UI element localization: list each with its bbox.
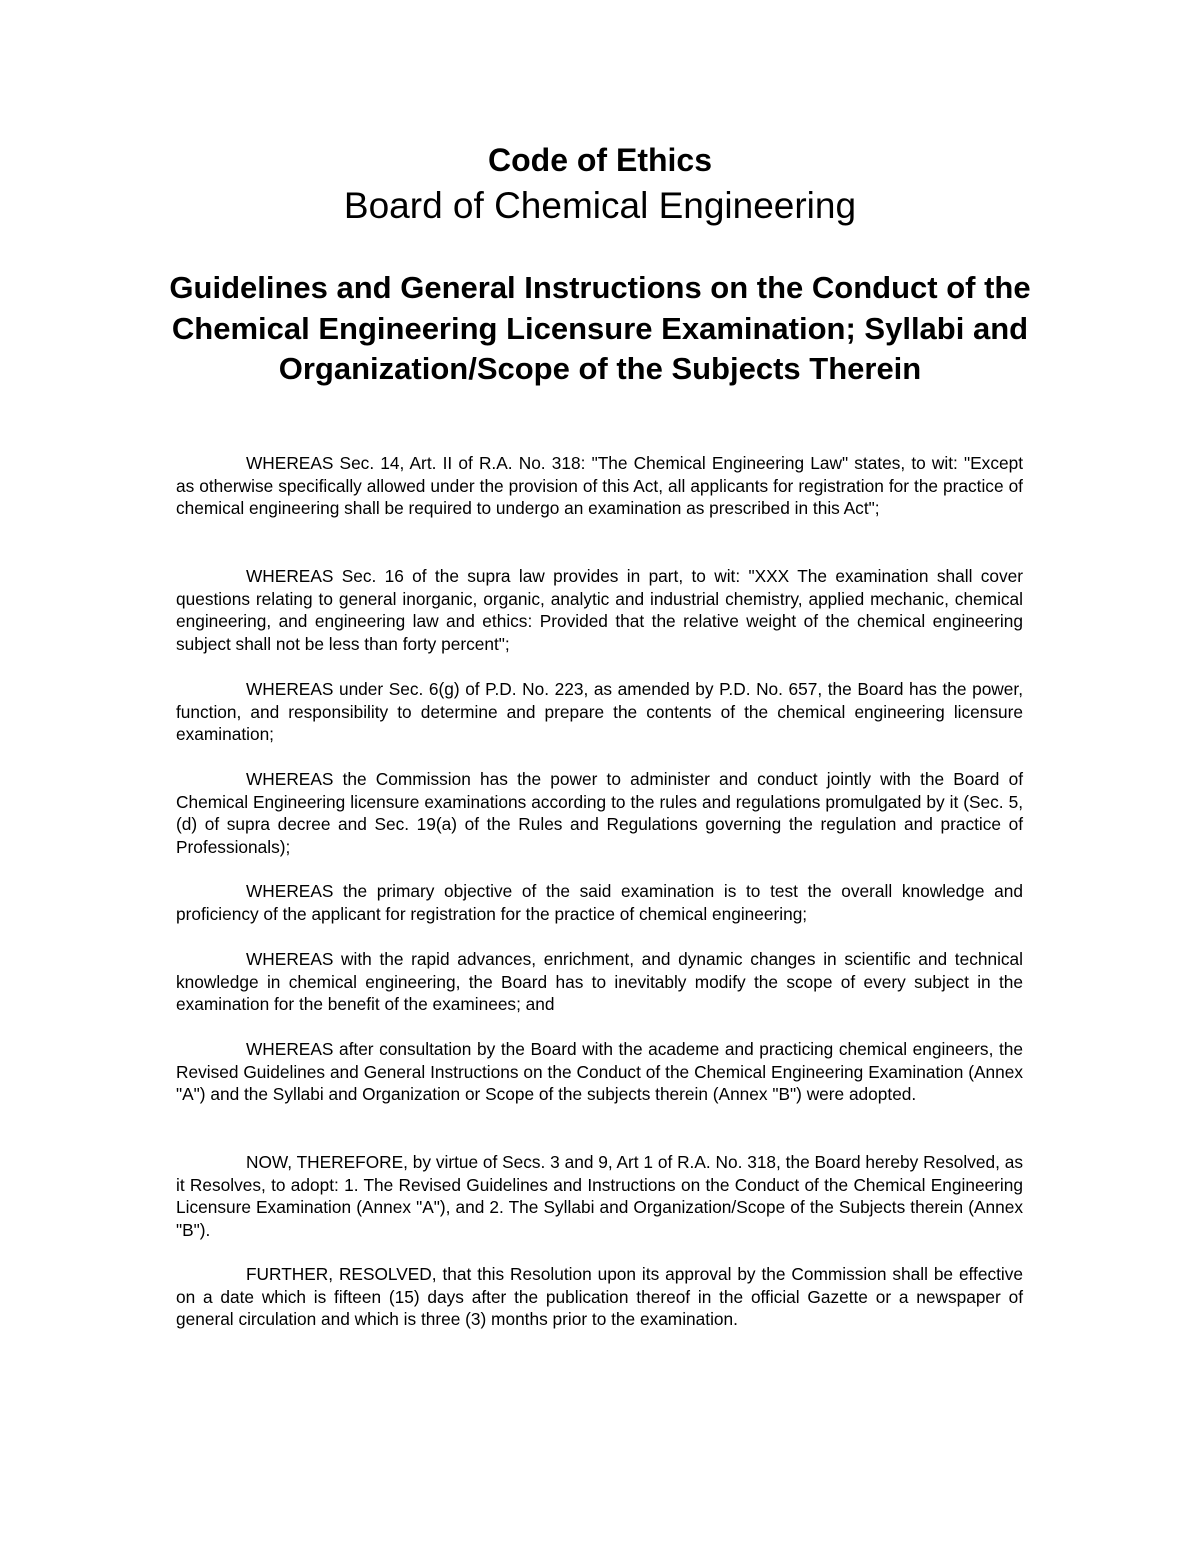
document-heading: Guidelines and General Instructions on the Conduct of the Chemical Engineering Licensure Examination; Syllabi and Organization/Scope of the Subjects Therein <box>169 270 1031 386</box>
paragraph-1: WHEREAS Sec. 14, Art. II of R.A. No. 318: "The Chemical Engineering Law" states, to wit: "Except as otherwise specifically allowed under the provision of this Act, all applicants for registration for the practice of chemical engineering shall be required to undergo an examination as prescribed in this Act"; <box>176 453 1023 519</box>
paragraph-5: WHEREAS the primary objective of the said examination is to test the overall knowledge and proficiency of the applicant for registration for the practice of chemical engineering; <box>176 881 1023 924</box>
paragraph-7: WHEREAS after consultation by the Board with the academe and practicing chemical engineers, the Revised Guidelines and General Instructions on the Conduct of the Chemical Engineering Examination (Annex "A") and the Syllabi and Organization or Scope of the subjects therein (Annex "B") were adopted. <box>176 1039 1023 1105</box>
paragraph-4: WHEREAS the Commission has the power to administer and conduct jointly with the Board of Chemical Engineering licensure examinations according to the rules and regulations promulgated by it (Sec. 5, (d) of supra decree and Sec. 19(a) of the Rules and Regulations governing the regulation and practice of Professionals); <box>176 769 1023 857</box>
document-title: Code of Ethics <box>487 142 712 178</box>
paragraph-3: WHEREAS under Sec. 6(g) of P.D. No. 223, as amended by P.D. No. 657, the Board has the power, function, and responsibility to determine and prepare the contents of the chemical engineering licensure examination; <box>176 679 1023 745</box>
paragraph-2: WHEREAS Sec. 16 of the supra law provides in part, to wit: "XXX The examination shall cover questions relating to general inorganic, organic, analytic and industrial chemistry, applied mechanic, chemical engineering, and engineering law and ethics: Provided that the relative weight of the chemical engineering subject shall not be less than forty percent"; <box>176 566 1023 654</box>
paragraph-6: WHEREAS with the rapid advances, enrichment, and dynamic changes in scientific and technical knowledge in chemical engineering, the Board has to inevitably modify the scope of every subject in the examination for the benefit of the examinees; and <box>176 949 1023 1015</box>
document-subtitle: Board of Chemical Engineering <box>343 185 857 226</box>
paragraph-9: FURTHER, RESOLVED, that this Resolution upon its approval by the Commission shall be effective on a date which is fifteen (15) days after the publication thereof in the official Gazette or a newspaper of general circulation and which is three (3) months prior to the examination. <box>176 1264 1023 1330</box>
paragraph-8: NOW, THEREFORE, by virtue of Secs. 3 and 9, Art 1 of R.A. No. 318, the Board hereby Resolved, as it Resolves, to adopt: 1. The Revised Guidelines and Instructions on the Conduct of the Chemical Engineering Licensure Examination (Annex "A"), and 2. The Syllabi and Organization/Scope of the Subjects therein (Annex "B"). <box>176 1152 1023 1240</box>
